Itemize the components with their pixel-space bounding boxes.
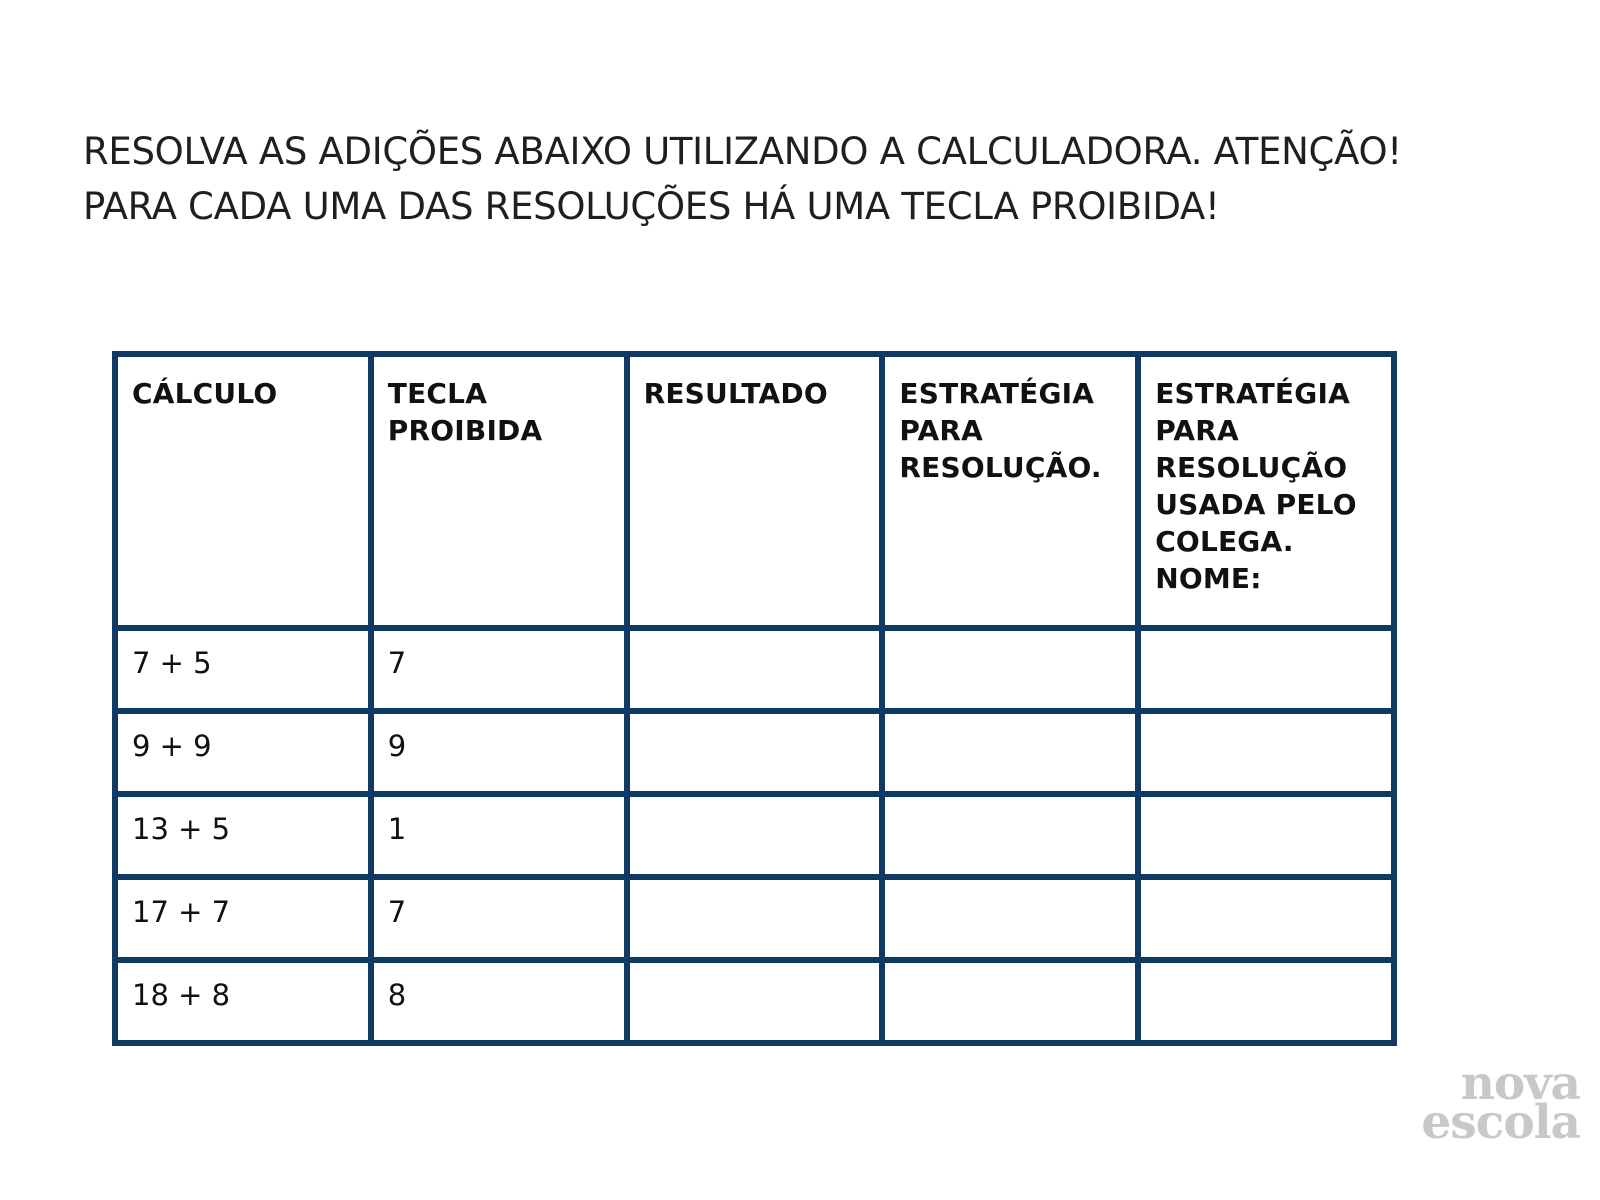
cell-estrategia[interactable] (882, 711, 1138, 794)
cell-estrategia[interactable] (882, 628, 1138, 711)
cell-calculo: 13 + 5 (115, 794, 371, 877)
header-resultado: RESULTADO (627, 354, 883, 628)
table-row (115, 877, 1394, 960)
instructions-line-2: PARA CADA UMA DAS RESOLUÇÕES HÁ UMA TECLA PROIBIDA! (83, 185, 1220, 228)
cell-resultado[interactable] (627, 628, 883, 711)
cell-estrategia[interactable] (882, 960, 1138, 1043)
header-tecla-proibida: TECLA PROIBIDA (371, 354, 627, 628)
cell-estrategia[interactable] (882, 794, 1138, 877)
cell-calculo: 18 + 8 (115, 960, 371, 1043)
cell-estrategia-colega[interactable] (1138, 711, 1394, 794)
cell-tecla-proibida: 9 (371, 711, 627, 794)
instructions-line-1: RESOLVA AS ADIÇÕES ABAIXO UTILIZANDO A CALCULADORA. ATENÇÃO! (83, 130, 1402, 173)
cell-resultado[interactable] (627, 794, 883, 877)
nova-escola-logo (1420, 1056, 1580, 1150)
cell-resultado[interactable] (627, 711, 883, 794)
header-estrategia: ESTRATÉGIA PARA RESOLUÇÃO. (882, 354, 1138, 628)
header-calculo: CÁLCULO (115, 354, 371, 628)
cell-tecla-proibida: 7 (371, 877, 627, 960)
table-header-row (115, 354, 1394, 628)
cell-calculo: 17 + 7 (115, 877, 371, 960)
cell-calculo: 9 + 9 (115, 711, 371, 794)
cell-calculo: 7 + 5 (115, 628, 371, 711)
table-row (115, 794, 1394, 877)
table-row (115, 711, 1394, 794)
cell-estrategia-colega[interactable] (1138, 877, 1394, 960)
header-estrategia-colega: ESTRATÉGIA PARA RESOLUÇÃO USADA PELO COLEGA. NOME: (1138, 354, 1394, 628)
cell-tecla-proibida: 8 (371, 960, 627, 1043)
cell-resultado[interactable] (627, 877, 883, 960)
logo-line-2: escola (1421, 1095, 1580, 1150)
cell-tecla-proibida: 7 (371, 628, 627, 711)
calculation-table (112, 351, 1397, 1046)
cell-tecla-proibida: 1 (371, 794, 627, 877)
cell-estrategia-colega[interactable] (1138, 628, 1394, 711)
table-row (115, 628, 1394, 711)
table-row (115, 960, 1394, 1043)
cell-estrategia-colega[interactable] (1138, 794, 1394, 877)
cell-estrategia[interactable] (882, 877, 1138, 960)
instructions (83, 124, 1543, 234)
cell-estrategia-colega[interactable] (1138, 960, 1394, 1043)
logo-line-1: nova (1460, 1056, 1580, 1111)
cell-resultado[interactable] (627, 960, 883, 1043)
